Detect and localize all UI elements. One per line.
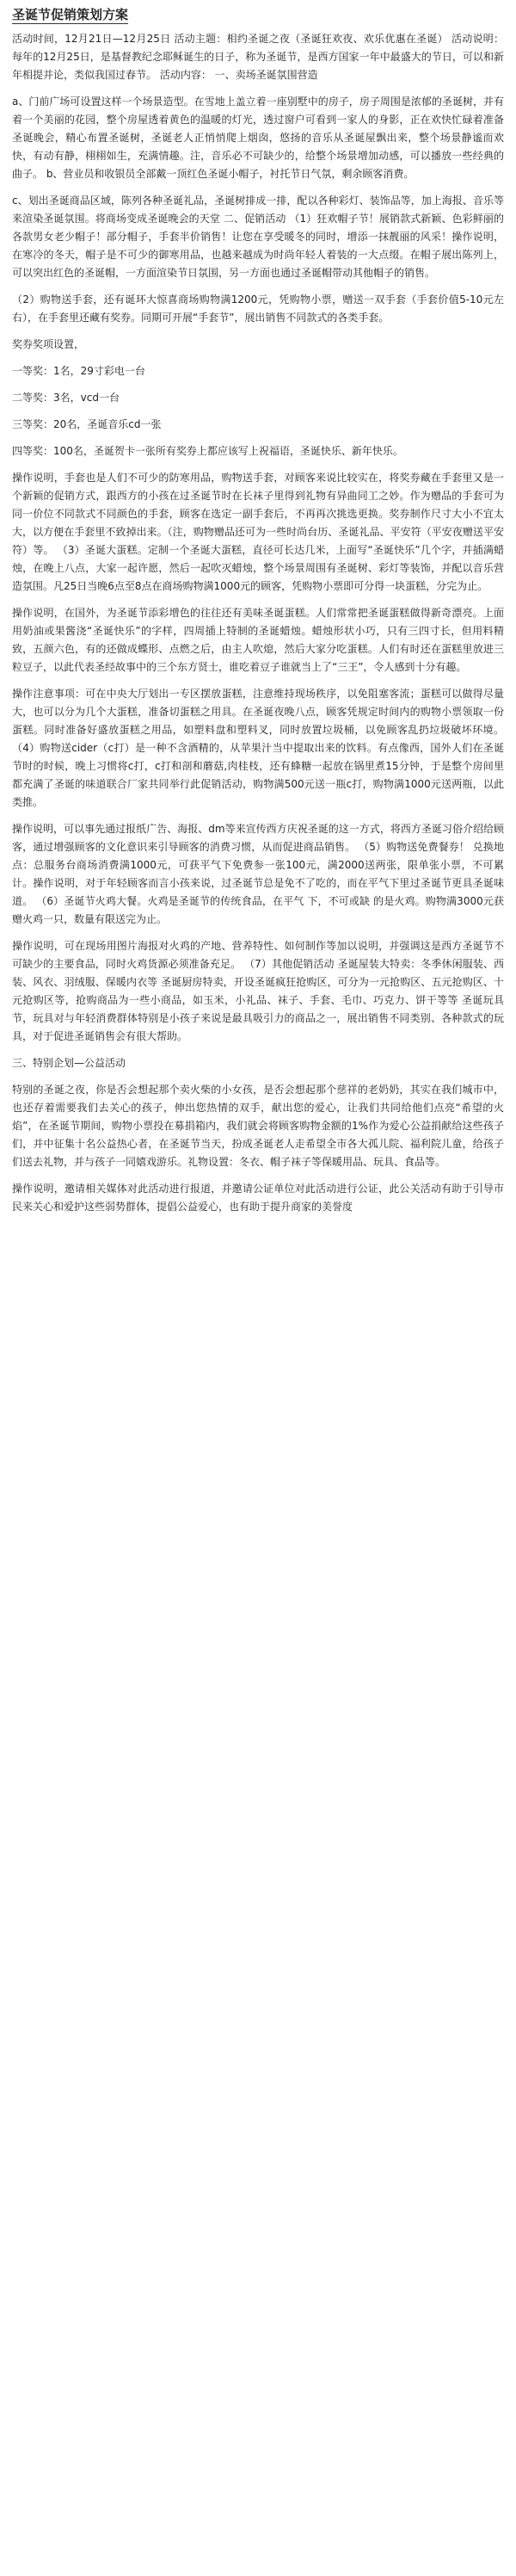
document-title: 圣诞节促销策划方案 [12,7,129,22]
paragraph-gloves-explanation: 操作说明，手套也是人们不可少的防寒用品，购物送手套，对顾客来说比较实在，将奖券藏在手套里又是一个新颖的促销方式，跟西方的小孩在过圣诞节时在长袜子里得到礼物有异曲同工之妙。作为赠品的手套可为同一价位不同款式不同颜色的手套，顾客在选定一副手套后，不再再次挑选更换。奖券制作尺寸大小不宜太大，以方便在手套里不致掉出来。（注，购物赠品还可为一些时尚台历、圣诞礼品、平安符（平安夜赠送平安符）等。 （3）圣诞大蛋糕。定制一个圣诞大蛋糕，直径可长达几米，上面写“圣诞快乐”几个字，并插满蜡烛，在晚上八点，大家一起许愿，然后一起吹灭蜡烛，整个场景周围有圣诞树、彩灯等装饰，并配以音乐营造氛围。凡25日当晚6点至8点在商场购物满1000元的顾客，凭购物小票即可分得一块蛋糕，分完为止。 [12,472,504,592]
paragraph-fourth-prize: 四等奖：100名，圣诞贺卡一张所有奖券上都应该写上祝福语，圣诞快乐、新年快乐。 [12,445,403,457]
paragraph-scene-setup: a、门前广场可设置这样一个场景造型。在雪地上盖立着一座别墅中的房子，房子周围是浓郁的圣诞树，并有着一个美丽的花园，整个房屋透着黄色的温暖的灯光，透过窗户可看到一家人的身影，正在欢快忙碌着准备圣诞晚会，精心布置圣诞树，圣诞老人正悄悄爬上烟囱，悠扬的音乐从圣诞屋飘出来，整个场景静谧而欢快，有动有静，栩栩如生，充满情趣。注，音乐必不可缺少的，给整个场景增加动感，可以播放一些经典的曲子。 b、营业员和收银员全部戴一顶红色圣诞小帽子，衬托节日气氛，剩余顾客消费。 [12,96,504,180]
paragraph-promotion-gloves: （2）购物送手套，还有诞环大惊喜商场购物满1200元，凭购物小票，赠送一双手套（手套价值5-10元左右），在手套里还藏有奖券。同期可开展“手套节”，展出销售不同款式的各类手套。 [12,293,504,324]
paragraph-prize-setup: 奖券奖项设置， [12,338,85,350]
paragraph-promotion-hats: c、划出圣诞商品区域，陈列各种圣诞礼品，圣诞树排成一排，配以各种彩灯、装饰品等，加上海报、音乐等来渲染圣诞氛围。将商场变成圣诞晚会的天堂 二、促销活动 （1）狂欢帽子节！展销款式新颖、色彩鲜丽的各款男女老少帽子！部分帽子，手套半价销售！让您在享受暖冬的同时，增添一抹靓丽的风采！操作说明，在寒冷的冬天，帽子是不可少的御寒用品，也越来越成为时尚年轻人着装的一大点缀。在帽子展出陈列上，可以突出红色的圣诞帽，一方面渲染节日氛围，另一方面也通过圣诞帽带动其他帽子的销售。 [12,195,504,279]
paragraph-charity-explanation: 操作说明，邀请相关媒体对此活动进行报道，并邀请公证单位对此活动进行公证，此公关活动有助于引导市民来关心和爱护这些弱势群体，提倡公益爱心，也有助于提升商家的美誉度 [12,1183,504,1213]
paragraph-second-prize: 二等奖：3名，vcd一台 [12,392,120,404]
paragraph-third-prize: 三等奖：20名，圣诞音乐cd一张 [12,418,162,430]
paragraph-intro: 活动时间，12月21日—12月25日 活动主题：相约圣诞之夜（圣诞狂欢夜、欢乐优惠在圣诞） 活动说明：每年的12月25日，是基督教纪念耶稣诞生的日子，称为圣诞节，是西方国家一年中最盛大的节日，可以和新年相提并论，类似我国过春节。 活动内容： 一、卖场圣诞氛围营造 [12,33,504,81]
paragraph-charity-heading: 三、特别企划—公益活动 [12,1057,126,1069]
paragraph-turkey-other: 操作说明，可在现场用图片海报对火鸡的产地、营养特性、如何制作等加以说明，并强调这是西方圣诞节不可缺少的主要食品，同时火鸡货源必须准备充足。 （7）其他促销活动 圣诞屋装大特卖：冬季休闲服装、西装、风衣、羽绒服、保暖内衣等 圣诞厨房特卖，开设圣诞疯狂抢购区，可分为一元抢购区、五元抢购区、十元抢购区等，抢购商品为一些小商品，如玉米，小礼品、袜子、手套、毛巾、巧克力、饼干等等 圣诞玩具节，玩具对与年轻消费群体特别是小孩子来说是最具吸引力的商品之一，展出销售不同类别、各种款式的玩具，对于促进圣诞销售会有很大帮助。 [12,940,504,1042]
paragraph-cake-explanation: 操作说明，在国外，为圣诞节添彩增色的往往还有美味圣诞蛋糕。人们常常把圣诞蛋糕做得新奇漂亮。上面用奶油或果酱浇“圣诞快乐”的字样，四周插上特制的圣诞蜡烛。蜡烛形状小巧，只有三四寸长，但用料精致，五颜六色，有的还做成蝶形、点燃之后，由主人吹熄，然后大家分吃蛋糕。人们有时还在蛋糕里放进三粒豆子，以此代表圣经故事中的三个东方贤士，谁吃着豆子谁就当上了“三王”，令人感到十分有趣。 [12,607,504,673]
paragraph-charity-body: 特别的圣诞之夜，你是否会想起那个卖火柴的小女孩，是否会想起那个慈祥的老奶奶，其实在我们城市中，也还存着需要我们去关心的孩子，伸出您热情的双手，献出您的爱心，让我们共同给他们点亮“希望的火焰”，在圣诞节期间，购物小票投在募捐箱内，我们就会将顾客购物金额的1%作为爱心公益捐献给这些孩子们，并中征集十名公益热心者，在圣诞节当天，扮成圣诞老人走希望全市各大孤儿院、福利院儿童，给孩子们送去礼物，并与孩子一同嬉戏游乐。礼物设置：冬衣、帽子袜子等保暖用品、玩具、食品等。 [12,1084,504,1168]
paragraph-first-prize: 一等奖：1名，29寸彩电一台 [12,365,145,377]
document-page [0,0,516,1216]
paragraph-cake-notes: 操作注意事项：可在中央大厅划出一专区摆放蛋糕，注意维持现场秩序，以免阻塞客流；蛋糕可以做得尽量大，也可以分为几个大蛋糕，准备切蛋糕之用具。在圣诞夜晚八点，顾客凭规定时间内的购物小票领取一份蛋糕。同时准备好盛放蛋糕之用品，如塑料盘和塑料叉，同时放置垃圾桶，以免顾客乱扔垃圾破坏环境。 （4）购物送cider（c打）是一种不含酒精的，从苹果汁当中提取出来的饮料。有点像西，国外人们在圣诞节时的时候，晚上习惯将c打，c打和剖和蘑菇,肉桂枝，还有蜂糖一起放在锅里煮15分钟，于是整个房间里都充满了圣诞的味道联合厂家共同举行此促销活动，购物满500元送一瓶c打，购物满1000元送两瓶，以此类推。 [12,688,504,808]
paragraph-vouchers: 操作说明，可以事先通过报纸广告、海报、dm等来宣传西方庆祝圣诞的这一方式，将西方圣诞习俗介绍给顾客，通过增强顾客的文化意识来引导顾客的消费习惯，从而促进商品销售。 （5）购物送免费餐券！ 兑换地点：总服务台商场消费满1000元，可获平气下免费参一张100元，满2000送两张，限单张小票，不可累计。操作说明，对于年轻顾客而言小孩来说，过圣诞节总是免不了吃的，而在平气下里过圣诞节更具圣诞味道。 （6）圣诞节火鸡大餐。火鸡是圣诞节的传统食品，在平气 下，不可或缺 的是火鸡。购物满3000元获赠火鸡一只，数量有限送完为止。 [12,823,504,925]
